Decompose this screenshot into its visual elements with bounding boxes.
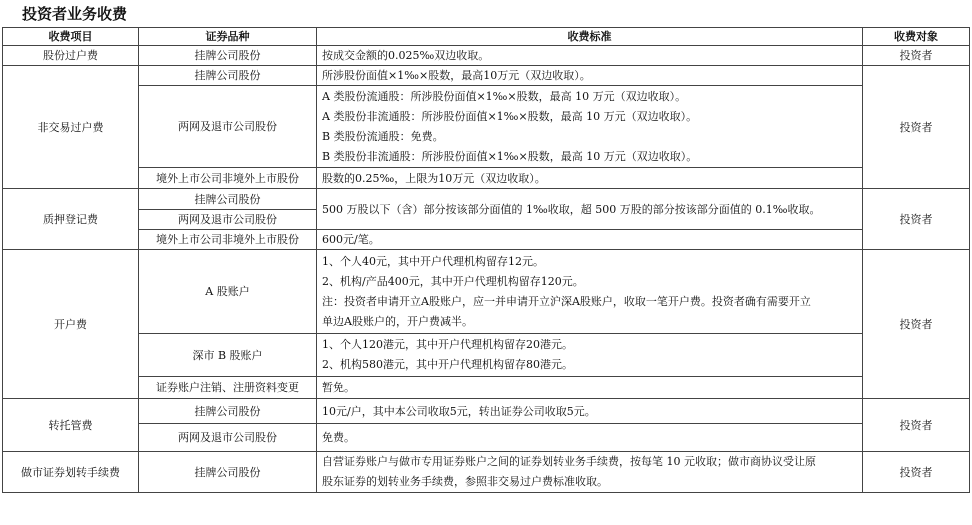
fee-standard: 600元/笔。 [317,230,863,250]
fee-standard: 所涉股份面值×1‰×股数，最高10万元（双边收取）。 [317,66,863,86]
table-row [3,189,970,210]
security-type: 境外上市公司非境外上市股份 [139,230,317,250]
standard-line: 1、个人120港元，其中开户代理机构留存20港元。 [322,338,573,351]
standard-line: 股东证券的划转业务手续费，参照非交易过户费标准收取。 [322,475,608,488]
table-row [3,46,970,66]
standard-line: A 类股份流通股：所涉股份面值×1‰×股数，最高 10 万元（双边收取）。 [322,89,687,103]
table-row [3,66,970,86]
standard-line: A 类股份非流通股：所涉股份面值×1‰×股数，最高 10 万元（双边收取）。 [322,109,698,123]
table-row [3,424,970,452]
header-fee-item: 收费项目 [3,28,139,46]
fee-item: 质押登记费 [3,189,139,250]
table-row [3,250,970,334]
security-type: 挂牌公司股份 [139,46,317,66]
table-row [3,452,970,493]
fee-item: 做市证券划转手续费 [3,452,139,493]
security-type: 两网及退市公司股份 [139,424,317,452]
fee-standard [317,250,863,334]
fee-standard [317,86,863,168]
fee-item: 股份过户费 [3,46,139,66]
table-row [3,86,970,168]
fee-target: 投资者 [863,399,970,452]
standard-line: 2、机构/产品400元，其中开户代理机构留存120元。 [322,274,584,288]
security-type: 深市 B 股账户 [139,334,317,377]
fee-target: 投资者 [863,66,970,189]
standard-line: B 类股份非流通股：所涉股份面值×1‰×股数，最高 10 万元（双边收取）。 [322,149,698,163]
standard-line: 自营证券账户与做市专用证券账户之间的证券划转业务手续费，按每笔 10 元收取；做市商协议受让原 [322,455,816,468]
fee-item: 非交易过户费 [3,66,139,189]
table-row [3,399,970,424]
fee-standard: 10元/户，其中本公司收取5元，转出证券公司收取5元。 [317,399,863,424]
fee-standard [317,334,863,377]
standard-line: 2、机构580港元，其中开户代理机构留存80港元。 [322,358,573,371]
fee-target: 投资者 [863,452,970,493]
standard-line: B 类股份流通股：免费。 [322,129,444,143]
header-security-type: 证券品种 [139,28,317,46]
table-row [3,334,970,377]
fee-target: 投资者 [863,189,970,250]
fee-table [2,27,970,493]
standard-line: 1、个人40元，其中开户代理机构留存12元。 [322,254,544,268]
standard-line: 单边A股账户的，开户费减半。 [322,314,473,328]
security-type: 挂牌公司股份 [139,189,317,210]
header-fee-target: 收费对象 [863,28,970,46]
security-type: 挂牌公司股份 [139,452,317,493]
fee-standard [317,452,863,493]
fee-target: 投资者 [863,250,970,399]
fee-standard: 暂免。 [317,377,863,399]
standard-line: 注：投资者申请开立A股账户，应一并申请开立沪深A股账户，收取一笔开户费。投资者确有需要开立 [322,294,811,308]
fee-item: 转托管费 [3,399,139,452]
security-type: A 股账户 [139,250,317,334]
table-row [3,377,970,399]
page-title: 投资者业务收费 [22,5,128,23]
fee-standard: 免费。 [317,424,863,452]
fee-item: 开户费 [3,250,139,399]
security-type: 挂牌公司股份 [139,66,317,86]
security-type: 两网及退市公司股份 [139,210,317,230]
table-header-row [3,28,970,46]
security-type: 境外上市公司非境外上市股份 [139,168,317,189]
security-type: 挂牌公司股份 [139,399,317,424]
fee-standard: 按成交金额的0.025‰双边收取。 [317,46,863,66]
table-row [3,168,970,189]
fee-target: 投资者 [863,46,970,66]
fee-standard: 500 万股以下（含）部分按该部分面值的 1‰收取，超 500 万股的部分按该部分面值的 0.1‰收取。 [317,189,863,230]
security-type: 证券账户注销、注册资料变更 [139,377,317,399]
fee-standard: 股数的0.25‰，上限为10万元（双边收取）。 [317,168,863,189]
security-type: 两网及退市公司股份 [139,86,317,168]
header-fee-standard: 收费标准 [317,28,863,46]
table-row [3,230,970,250]
